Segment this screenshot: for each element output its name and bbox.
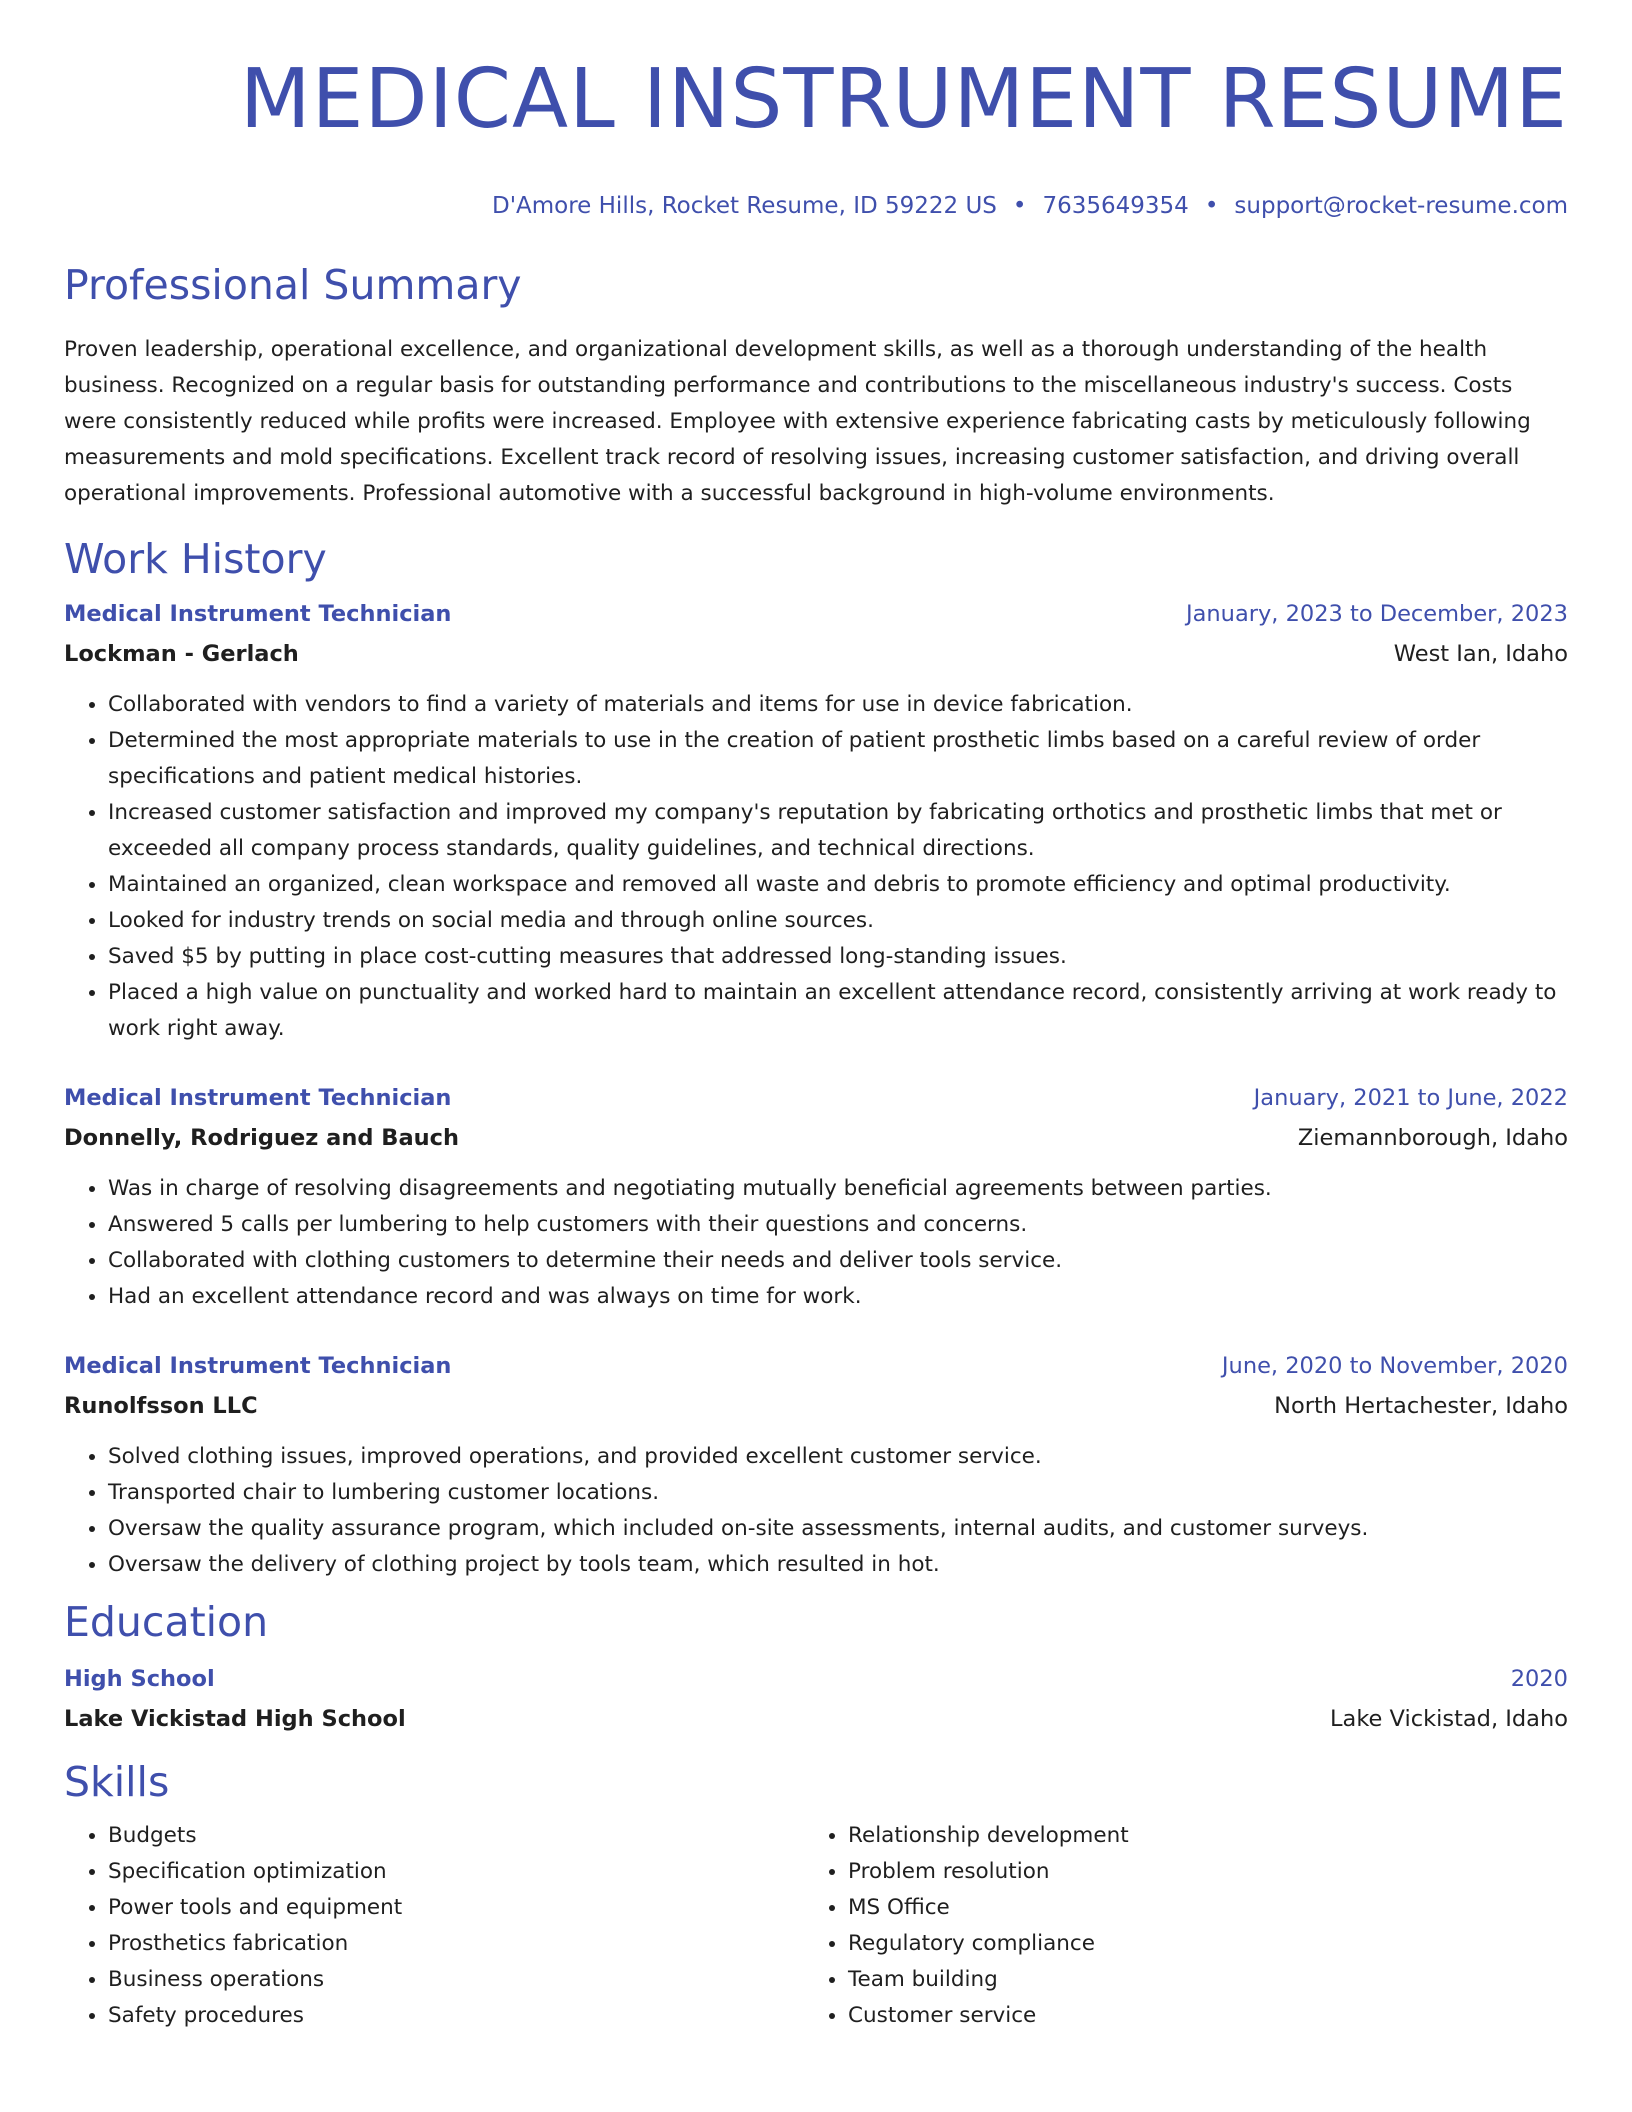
- job-employer-row: [64, 1118, 1568, 1158]
- summary-heading: Professional Summary: [64, 261, 522, 309]
- education-degree: High School: [64, 1666, 215, 1692]
- skill-item: • Budgets: [108, 1818, 758, 1854]
- job-duty: • Transported chair to lumbering customer locations.: [108, 1475, 1568, 1511]
- job-employer: Runolfsson LLC: [64, 1393, 258, 1419]
- education-heading: Education: [64, 1598, 269, 1646]
- job-duties-list: [64, 1439, 1568, 1583]
- job-duty: • Saved $5 by putting in place cost-cutting measures that addressed long-standing issues.: [108, 939, 1568, 975]
- contact-phone[interactable]: 7635649354: [1042, 193, 1189, 219]
- skill-item: • Power tools and equipment: [108, 1890, 758, 1926]
- job-employer-row: [64, 634, 1568, 674]
- education-school-row: [64, 1699, 1568, 1739]
- job-duty: • Maintained an organized, clean workspace and removed all waste and debris to promote efficiency and optimal productivity.: [108, 867, 1568, 903]
- contact-separator: •: [1012, 193, 1027, 219]
- job-duty: • Collaborated with clothing customers to determine their needs and deliver tools service.: [108, 1243, 1568, 1279]
- skill-item: • Relationship development: [848, 1818, 1504, 1854]
- job-duty: • Answered 5 calls per lumbering to help customers with their questions and concerns.: [108, 1207, 1568, 1243]
- skill-item: • Regulatory compliance: [848, 1926, 1504, 1962]
- job-dates: January, 2023 to December, 2023: [1186, 601, 1568, 627]
- skills-grid: [64, 1818, 1568, 2034]
- contact-address: D'Amore Hills, Rocket Resume, ID 59222 US: [491, 193, 997, 219]
- job-duty: • Oversaw the quality assurance program, which included on-site assessments, internal audits, and customer surveys.: [108, 1511, 1568, 1547]
- resume-title: MEDICAL INSTRUMENT RESUME: [239, 52, 1568, 147]
- contact-separator: •: [1204, 193, 1219, 219]
- job-title: Medical Instrument Technician: [64, 601, 452, 627]
- job-duties-list: [64, 687, 1568, 1047]
- job-location: Ziemannborough, Idaho: [1297, 1125, 1568, 1151]
- contact-line: [64, 191, 1568, 221]
- job-entry: [64, 1346, 1568, 1583]
- job-duty: • Was in charge of resolving disagreements and negotiating mutually beneficial agreements between parties.: [108, 1171, 1568, 1207]
- job-title-row: [64, 1346, 1568, 1386]
- skills-heading: Skills: [64, 1758, 170, 1806]
- job-duty: • Increased customer satisfaction and improved my company's reputation by fabricating orthotics and prosthetic limbs that met or exceeded all company process standards, quality guidelines, and technical directions.: [108, 795, 1568, 867]
- education-location: Lake Vickistad, Idaho: [1330, 1706, 1568, 1732]
- skill-item: • Team building: [848, 1962, 1504, 1998]
- skill-item: • Prosthetics fabrication: [108, 1926, 758, 1962]
- job-duty: • Placed a high value on punctuality and worked hard to maintain an excellent attendance record, consistently arriving at work ready to work right away.: [108, 975, 1568, 1047]
- summary-text: Proven leadership, operational excellence, and organizational development skills, as well as a thorough understanding of the health business. Recognized on a regular basis for outstanding performance and contributions to the miscellaneous industry's success. Costs were consistently reduced while profits were increased. Employee with extensive experience fabricating casts by meticulously following measurements and mold specifications. Excellent track record of resolving issues, increasing customer satisfaction, and driving overall operational improvements. Professional automotive with a successful background in high-volume environments.: [64, 337, 1531, 506]
- job-duty: • Looked for industry trends on social media and through online sources.: [108, 903, 1568, 939]
- job-title: Medical Instrument Technician: [64, 1085, 452, 1111]
- job-title-row: [64, 594, 1568, 634]
- job-title-row: [64, 1078, 1568, 1118]
- job-dates: January, 2021 to June, 2022: [1253, 1085, 1568, 1111]
- job-duty: • Oversaw the delivery of clothing project by tools team, which resulted in hot.: [108, 1547, 1568, 1583]
- job-location: West Ian, Idaho: [1393, 641, 1568, 667]
- education-entry: [64, 1659, 1568, 1739]
- work-history-heading: Work History: [64, 535, 327, 583]
- job-employer-row: [64, 1386, 1568, 1426]
- skill-item: • Customer service: [848, 1998, 1504, 2034]
- education-degree-row: [64, 1659, 1568, 1699]
- job-dates: June, 2020 to November, 2020: [1221, 1353, 1568, 1379]
- skill-item: • MS Office: [848, 1890, 1504, 1926]
- skills-column-left: [64, 1818, 758, 2034]
- job-duty: • Had an excellent attendance record and was always on time for work.: [108, 1279, 1568, 1315]
- education-year: 2020: [1510, 1666, 1568, 1692]
- skill-item: • Problem resolution: [848, 1854, 1504, 1890]
- skill-item: • Business operations: [108, 1962, 758, 1998]
- job-duties-list: [64, 1171, 1568, 1315]
- job-entry: [64, 1078, 1568, 1315]
- job-duty: • Solved clothing issues, improved operations, and provided excellent customer service.: [108, 1439, 1568, 1475]
- job-duty: • Determined the most appropriate materials to use in the creation of patient prosthetic limbs based on a careful review of order specifications and patient medical histories.: [108, 723, 1568, 795]
- skills-column-right: [804, 1818, 1504, 2034]
- job-employer: Lockman - Gerlach: [64, 641, 299, 667]
- skill-item: • Safety procedures: [108, 1998, 758, 2034]
- skill-item: • Specification optimization: [108, 1854, 758, 1890]
- job-location: North Hertachester, Idaho: [1274, 1393, 1568, 1419]
- education-school: Lake Vickistad High School: [64, 1706, 406, 1732]
- job-entry: [64, 594, 1568, 1047]
- job-title: Medical Instrument Technician: [64, 1353, 452, 1379]
- contact-email[interactable]: support@rocket-resume.com: [1234, 193, 1568, 219]
- job-employer: Donnelly, Rodriguez and Bauch: [64, 1125, 460, 1151]
- job-duty: • Collaborated with vendors to find a variety of materials and items for use in device fabrication.: [108, 687, 1568, 723]
